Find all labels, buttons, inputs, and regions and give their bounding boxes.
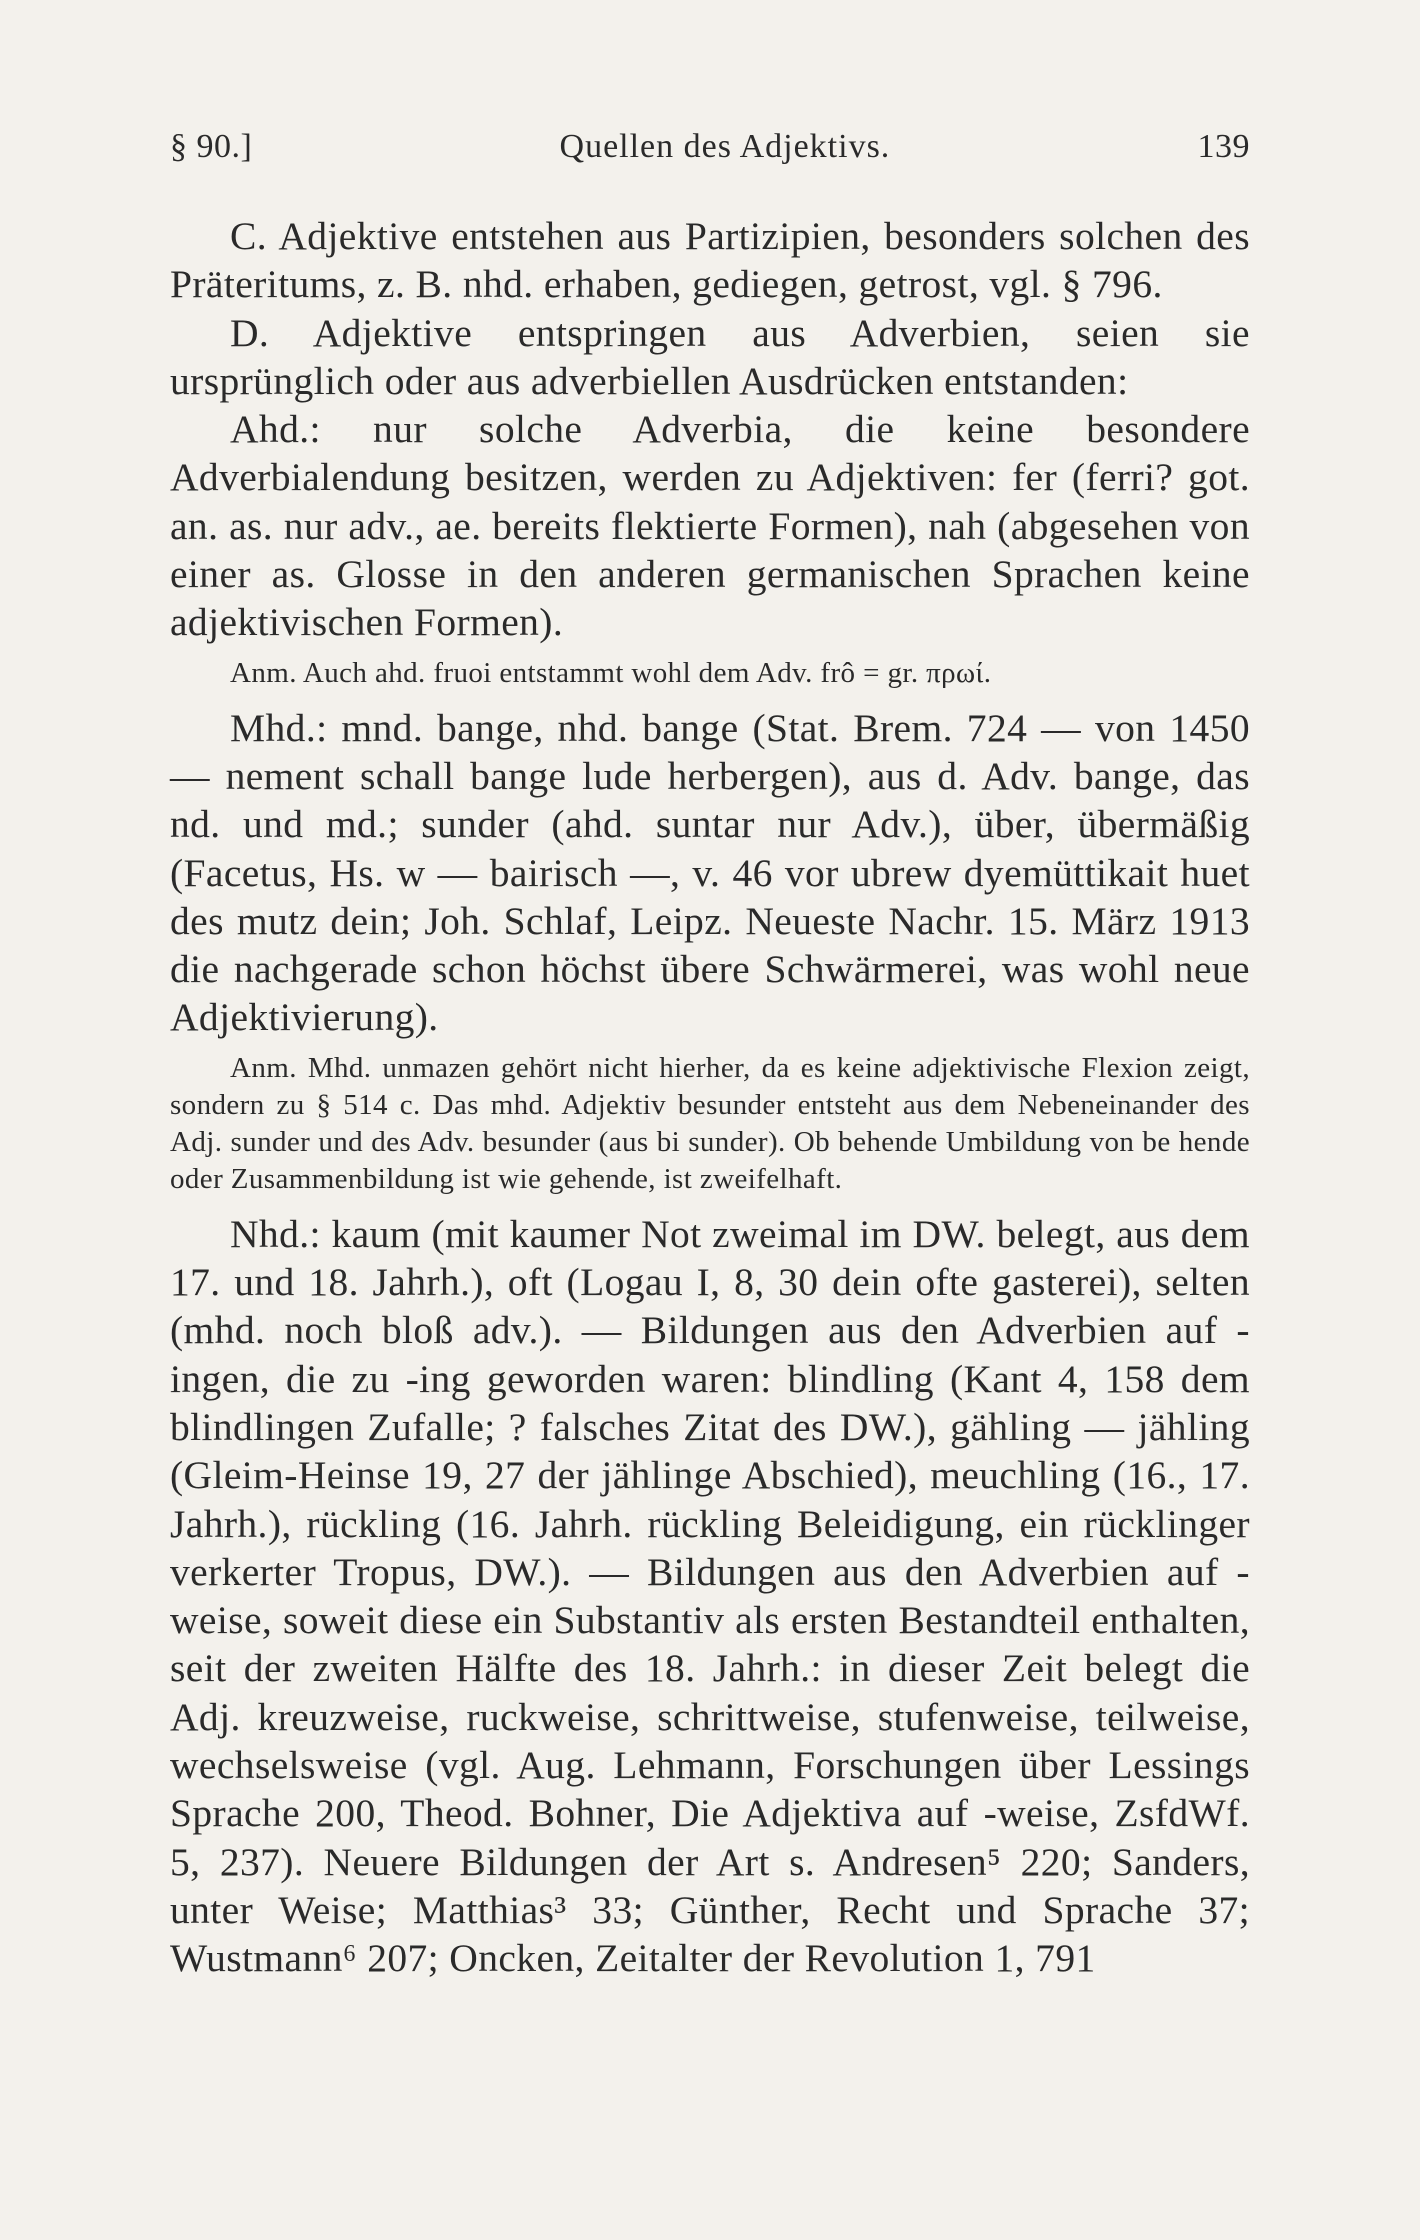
running-title: Quellen des Adjektivs. — [559, 128, 891, 165]
paragraph-mhd: Mhd.: mnd. bange, nhd. bange (Stat. Brem. 724 — von 1450 — nement schall bange lude herbergen), aus d. Adv. bange, das nd. und md.; sunder (ahd. suntar nur Adv.), über, übermäßig (Facetus, Hs. w — bairisch —, v. 46 vor ubrew dyemüttikait huet des mutz dein; Joh. Schlaf, Leipz. Neueste Nachr. 15. März 1913 die nachgerade schon höchst übere Schwärmerei, was wohl neue Adjektivierung). — [170, 705, 1250, 1040]
note-1 — [170, 655, 1250, 692]
note-1-text: Anm. Auch ahd. fruoi entstammt wohl dem Adv. frô = gr. πρωί. — [230, 656, 992, 689]
paragraph-nhd: Nhd.: kaum (mit kaumer Not zweimal im DW. belegt, aus dem 17. und 18. Jahrh.), oft (Logau I, 8, 30 dein ofte gasterei), selten (mhd. noch bloß adv.). — Bildungen aus den Adverbien auf -ingen, die zu -ing geworden waren: blindling (Kant 4, 158 dem blindlingen Zufalle; ? falsches Zitat des DW.), gähling — jähling (Gleim-Heinse 19, 27 der jählinge Abschied), meuchling (16., 17. Jahrh.), rückling (16. Jahrh. rückling Beleidigung, ein rücklinger verkerter Tropus, DW.). — Bildungen aus den Adverbien auf -weise, soweit diese ein Substantiv als ersten Bestandteil enthalten, seit der zweiten Hälfte des 18. Jahrh.: in dieser Zeit belegt die Adj. kreuzweise, ruckweise, schrittweise, stufenweise, teilweise, wechselsweise (vgl. Aug. Lehmann, Forschungen über Lessings Sprache 200, Theod. Bohner, Die Adjektiva auf -weise, ZsfdWf. 5, 237). Neuere Bildungen der Art s. Andresen⁵ 220; Sanders, unter Weise; Matthias³ 33; Günther, Recht und Sprache 37; Wustmann⁶ 207; Oncken, Zeitalter der Revolution 1, 791 — [170, 1211, 1250, 1981]
note-2-text: Anm. Mhd. unmazen gehört nicht hierher, da es keine adjektivische Flexion zeigt, sondern zu § 514 c. Das mhd. Adjektiv besunder entsteht aus dem Nebeneinander des Adj. sunder und des Adv. besunder (aus bi sunder). Ob behende Umbildung von be hende oder Zusammenbildung ist wie gehende, ist zweifelhaft. — [170, 1051, 1250, 1195]
paragraph-ahd: Ahd.: nur solche Adverbia, die keine besondere Adverbialendung besitzen, werden zu Adjektiven: fer (ferri? got. an. as. nur adv., ae. bereits flektierte Formen), nah (abgesehen von einer as. Glosse in den anderen germanischen Sprachen keine adjektivischen Formen). — [170, 407, 1250, 645]
paragraph-d: D. Adjektive entspringen aus Adverbien, seien sie ursprünglich oder aus adverbiellen Ausdrücken entstanden: — [170, 310, 1250, 403]
note-2 — [170, 1050, 1250, 1198]
paragraph-c: C. Adjektive entstehen aus Partizipien, besonders solchen des Präteritums, z. B. nhd. erhaben, gediegen, getrost, vgl. § 796. — [170, 214, 1250, 307]
body-text — [170, 212, 1250, 1983]
section-marker: § 90.] — [170, 128, 253, 165]
page-number: 139 — [1197, 128, 1250, 165]
book-page — [170, 128, 1250, 1983]
running-header — [170, 128, 1250, 166]
